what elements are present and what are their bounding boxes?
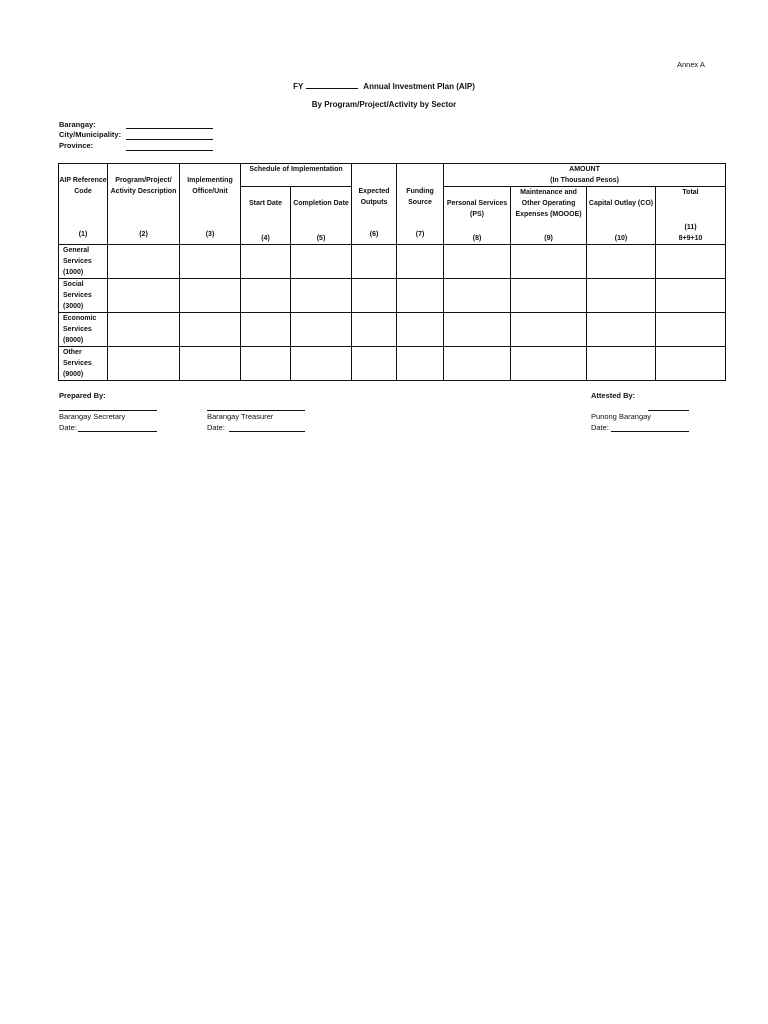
col-num-8: (8) xyxy=(472,235,482,242)
table-cell[interactable] xyxy=(397,313,444,347)
province-label: Province: xyxy=(59,141,94,150)
barangay-label: Barangay: xyxy=(59,120,96,129)
header-mooe xyxy=(511,187,587,245)
fy-blank xyxy=(306,80,358,89)
punong-signature-line xyxy=(648,410,689,411)
table-cell[interactable] xyxy=(291,245,352,279)
table-cell[interactable] xyxy=(108,347,180,381)
table-cell[interactable] xyxy=(180,279,241,313)
table-cell[interactable] xyxy=(444,245,511,279)
table-cell[interactable] xyxy=(180,347,241,381)
city-label: City/Municipality: xyxy=(59,130,122,139)
header-total xyxy=(656,187,726,245)
row-label: Social Services (3000) xyxy=(59,279,108,313)
header-funding xyxy=(397,164,444,245)
col-num-9: (9) xyxy=(544,235,553,242)
table-cell[interactable] xyxy=(444,347,511,381)
header-outputs xyxy=(352,164,397,245)
header-start-text: Start Date xyxy=(248,200,283,207)
punong-date-label: Date: xyxy=(591,423,609,432)
col-num-6: (6) xyxy=(369,231,379,238)
header-office xyxy=(180,164,241,245)
table-cell[interactable] xyxy=(656,245,726,279)
header-amount-text: AMOUNT xyxy=(569,166,600,173)
table-row xyxy=(59,347,726,381)
table-cell[interactable] xyxy=(352,245,397,279)
table-cell[interactable] xyxy=(291,313,352,347)
header-ppa-text: Program/Project/ Activity Description xyxy=(110,177,177,195)
secretary-date-line xyxy=(78,431,157,432)
col-num-10: (10) xyxy=(614,235,628,242)
header-ppa xyxy=(108,164,180,245)
col-num-1: (1) xyxy=(78,231,88,238)
table-cell[interactable] xyxy=(587,347,656,381)
table-cell[interactable] xyxy=(656,347,726,381)
table-row xyxy=(59,245,726,279)
table-cell[interactable] xyxy=(397,347,444,381)
header-ps xyxy=(444,187,511,245)
treasurer-label: Barangay Treasurer xyxy=(207,412,274,421)
punong-label: Punong Barangay xyxy=(591,412,652,421)
header-aip-code xyxy=(59,164,108,245)
attested-by-label: Attested By: xyxy=(591,391,636,400)
header-outputs-text: Expected Outputs xyxy=(358,188,390,206)
table-row xyxy=(59,313,726,347)
table-cell[interactable] xyxy=(511,245,587,279)
fy-label: FY xyxy=(293,82,304,91)
barangay-blank xyxy=(126,128,213,129)
province-blank xyxy=(126,150,213,151)
col-num-3: (3) xyxy=(205,231,215,238)
header-co xyxy=(587,187,656,245)
secretary-signature-line xyxy=(59,410,157,411)
table-cell[interactable] xyxy=(511,279,587,313)
treasurer-signature-line xyxy=(207,410,305,411)
title-text: Annual Investment Plan (AIP) xyxy=(363,82,475,91)
table-cell[interactable] xyxy=(108,245,180,279)
table-cell[interactable] xyxy=(180,245,241,279)
table-cell[interactable] xyxy=(352,347,397,381)
row-label: Economic Services (8000) xyxy=(59,313,108,347)
document-subtitle: By Program/Project/Activity by Sector xyxy=(311,100,457,109)
row-label: Other Services (9000) xyxy=(59,347,108,381)
table-cell[interactable] xyxy=(241,279,291,313)
header-amount-sub: (In Thousand Pesos) xyxy=(550,177,619,184)
table-cell[interactable] xyxy=(352,279,397,313)
secretary-date-label: Date: xyxy=(59,423,77,432)
treasurer-date-line xyxy=(229,431,305,432)
header-amount xyxy=(444,164,726,187)
header-funding-text: Funding Source xyxy=(406,188,434,206)
punong-date-line xyxy=(611,431,689,432)
table-cell[interactable] xyxy=(241,245,291,279)
header-ps-text: Personal Services (PS) xyxy=(446,200,508,218)
header-total-text: Total xyxy=(682,189,699,196)
row-label: General Services (1000) xyxy=(59,245,108,279)
table-cell[interactable] xyxy=(241,347,291,381)
col-num-7: (7) xyxy=(415,231,425,238)
table-cell[interactable] xyxy=(587,279,656,313)
col-num-5: (5) xyxy=(316,235,326,242)
table-cell[interactable] xyxy=(291,279,352,313)
header-start-date xyxy=(241,187,291,245)
table-cell[interactable] xyxy=(180,313,241,347)
table-cell[interactable] xyxy=(352,313,397,347)
table-cell[interactable] xyxy=(397,245,444,279)
col-num-2: (2) xyxy=(139,231,148,238)
table-cell[interactable] xyxy=(241,313,291,347)
secretary-label: Barangay Secretary xyxy=(59,412,126,421)
treasurer-date-label: Date: xyxy=(207,423,225,432)
annex-label: Annex A xyxy=(677,60,705,69)
table-row xyxy=(59,279,726,313)
table-cell[interactable] xyxy=(108,279,180,313)
table-cell[interactable] xyxy=(511,313,587,347)
header-completion-date xyxy=(291,187,352,245)
header-schedule: Schedule of Implementation xyxy=(241,164,352,187)
table-cell[interactable] xyxy=(444,279,511,313)
document-title xyxy=(0,80,768,91)
table-cell[interactable] xyxy=(511,347,587,381)
header-co-text: Capital Outlay (CO) xyxy=(588,200,654,207)
table-cell[interactable] xyxy=(108,313,180,347)
table-cell[interactable] xyxy=(291,347,352,381)
table-cell[interactable] xyxy=(656,313,726,347)
aip-table xyxy=(58,163,726,381)
total-formula: 8+9+10 xyxy=(678,235,703,242)
header-completion-text: Completion Date xyxy=(293,200,349,207)
table-cell[interactable] xyxy=(587,245,656,279)
header-aip-code-text: AIP Reference Code xyxy=(59,177,107,195)
table-cell[interactable] xyxy=(444,313,511,347)
prepared-by-label: Prepared By: xyxy=(59,391,106,400)
col-num-4: (4) xyxy=(261,235,270,242)
header-office-text: Implementing Office/Unit xyxy=(187,177,233,195)
table-cell[interactable] xyxy=(587,313,656,347)
city-blank xyxy=(126,139,213,140)
table-cell[interactable] xyxy=(397,279,444,313)
header-mooe-text: Maintenance and Other Operating Expenses (MOOOE) xyxy=(515,189,582,218)
table-cell[interactable] xyxy=(656,279,726,313)
col-num-11: (11) xyxy=(684,224,697,231)
